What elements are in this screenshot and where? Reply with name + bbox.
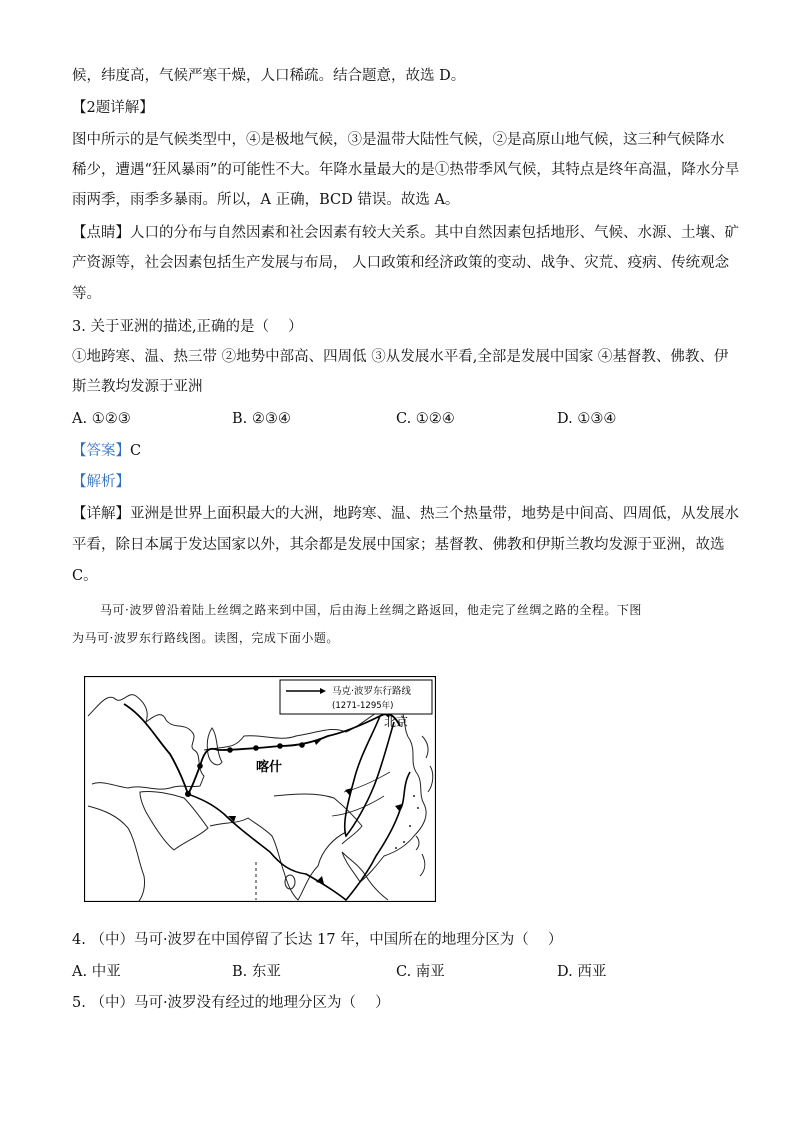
text-line: 等。 (72, 286, 101, 302)
analysis-label: 【解析】 (72, 474, 130, 490)
q3-statements: ①地跨寒、温、热三带 ②地势中部高、四周低 ③从发展水平看,全部是发展中国家 ④基督教、佛教、伊 (72, 349, 729, 365)
answer-row (72, 441, 141, 461)
section-heading: 【2题详解】 (72, 100, 154, 116)
q3-option-d: D. ①③④ (557, 411, 617, 427)
q4-option-a: A. 中亚 (72, 964, 121, 980)
detail-line: C。 (72, 568, 98, 584)
route-map (84, 676, 436, 902)
q4-option-b: B. 东亚 (232, 964, 281, 980)
intro-line: 马可·波罗曾沿着陆上丝绸之路来到中国，后由海上丝绸之路返回，他走完了丝绸之路的全程。下图 (100, 603, 642, 617)
question-5: 5. （中）马可·波罗没有经过的地理分区为（ ） (72, 995, 390, 1011)
question-4: 4. （中）马可·波罗在中国停留了长达 17 年，中国所在的地理分区为（ ） (72, 932, 563, 948)
label-kashgar: 喀什 (256, 760, 283, 775)
answer-value: C (130, 443, 142, 459)
q3-option-a: A. ①②③ (72, 411, 131, 427)
legend-title: 马克·波罗东行路线 (332, 686, 412, 697)
intro-line: 为马可·波罗东行路线图。读图，完成下面小题。 (72, 631, 339, 645)
legend-years: (1271-1295年) (332, 701, 394, 711)
detail-line: 平看，除日本属于发达国家以外，其余都是发展中国家；基督教、佛教和伊斯兰教均发源于亚洲，故选 (72, 537, 725, 553)
question-3: 3. 关于亚洲的描述,正确的是（ ） (72, 319, 303, 335)
q3-option-c: C. ①②④ (396, 411, 455, 427)
q4-option-c: C. 南亚 (396, 964, 445, 980)
text-line: 候，纬度高，气候严寒干燥，人口稀疏。结合题意，故选 D。 (72, 68, 466, 84)
label-beijing: 北京 (384, 715, 409, 729)
text-line: 雨两季，雨季多暴雨。所以，A 正确，BCD 错误。故选 A。 (72, 192, 460, 208)
text-line: 产资源等，社会因素包括生产发展与布局， 人口政策和经济政策的变动、战争、灾荒、疫病、传统观念 (72, 255, 730, 271)
q3-statements-cont: 斯兰教均发源于亚洲 (72, 379, 203, 395)
detail-line: 【详解】亚洲是世界上面积最大的大洲，地跨寒、温、热三个热量带，地势是中间高、四周低，从发展水 (72, 506, 739, 522)
q4-option-d: D. 西亚 (557, 964, 607, 980)
answer-label: 【答案】 (72, 443, 130, 459)
q3-option-b: B. ②③④ (232, 411, 291, 427)
text-line: 【点睛】人口的分布与自然因素和社会因素有较大关系。其中自然因素包括地形、气候、水源、土壤、矿 (72, 225, 739, 241)
text-line: 稀少，遭遇“狂风暴雨”的可能性不大。年降水量最大的是①热带季风气候，其特点是终年高温，降水分旱 (72, 162, 740, 178)
text-line: 图中所示的是气候类型中，④是极地气候，③是温带大陆性气候，②是高原山地气候，这三种气候降水 (72, 132, 725, 148)
